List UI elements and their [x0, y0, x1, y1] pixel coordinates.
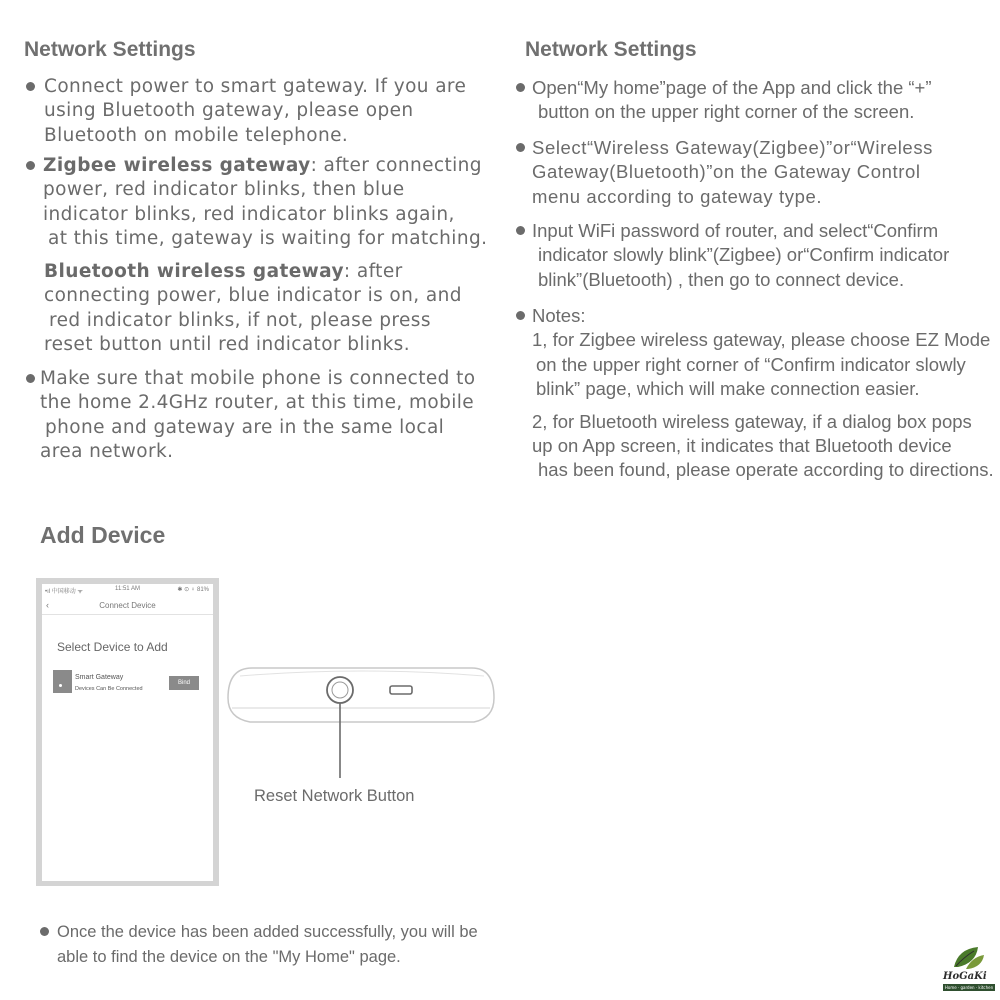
reset-button-icon	[327, 677, 353, 703]
back-icon[interactable]: ‹	[46, 600, 49, 610]
status-time: 11:51 AM	[115, 586, 140, 592]
add-device-note: Once the device has been added successfully, you will be able to find the device on the "My Home" page.	[57, 923, 478, 966]
bullet-icon	[26, 374, 35, 383]
status-battery: ✱ ⊙ ♀ 81%	[177, 587, 209, 593]
gateway-device-icon	[53, 670, 72, 693]
gateway-body	[228, 668, 494, 722]
bullet-icon	[516, 83, 525, 92]
bullet-icon	[40, 927, 49, 936]
right-bullet-3: Input WiFi password of router, and select“Confirm indicator slowly blink”(Zigbee) or“Confirm indicator blink”(Bluetooth) , then go to connect device.	[532, 220, 950, 290]
usb-port-icon	[390, 686, 412, 694]
device-name: Smart Gateway	[75, 674, 124, 681]
left-bullet-3: Make sure that mobile phone is connected to the home 2.4GHz router, at this time, mobile phone and gateway are in the same local area network.	[40, 368, 476, 463]
bullet-icon	[516, 226, 525, 235]
nav-bar	[42, 598, 213, 615]
leaf-icon	[948, 945, 988, 971]
phone-screen	[42, 584, 213, 881]
gateway-device-illustration	[222, 660, 502, 785]
left-heading: Network Settings	[24, 38, 196, 61]
left-bluetooth-paragraph: Bluetooth wireless gateway: after connecting power, blue indicator is on, and red indicator blinks, if not, please press reset button until red indicator blinks.	[44, 261, 462, 356]
phone-mockup	[36, 578, 219, 886]
brand-logo	[940, 945, 998, 995]
device-status: Devices Can Be Connected	[75, 686, 143, 692]
bullet-icon	[26, 161, 35, 170]
right-heading: Network Settings	[525, 38, 697, 61]
bullet-icon	[516, 143, 525, 152]
right-bullet-2: Select“Wireless Gateway(Zigbee)”or“Wireless Gateway(Bluetooth)”on the Gateway Control menu according to gateway type.	[532, 137, 934, 207]
bullet-icon	[516, 311, 525, 320]
bind-button[interactable]: Bind	[169, 676, 199, 690]
reset-network-label: Reset Network Button	[254, 787, 415, 805]
select-device-title: Select Device to Add	[57, 640, 168, 654]
right-bullet-1: Open“My home”page of the App and click the “+” button on the upper right corner of the screen.	[532, 77, 932, 123]
left-bullet-2: Zigbee wireless gateway: after connecting power, red indicator blinks, then blue indicator blinks, red indicator blinks again, at this time, gateway is waiting for matching.	[43, 155, 488, 250]
right-notes: Notes: 1, for Zigbee wireless gateway, please choose EZ Mode on the upper right corner of “Confirm indicator slowly blink” page, which will make connection easier. 2, for Bluetooth wireless gateway, if a dialog box pops up on App screen, it indicates that Bluetooth device has been found, please operate according to directions.	[532, 305, 994, 481]
logo-tagline: Home · garden · kitchen	[944, 985, 994, 990]
logo-name: HoGaKi	[943, 971, 987, 982]
status-carrier: •ıl 中国移动 ᯤ	[45, 589, 83, 595]
bullet-icon	[26, 82, 35, 91]
add-device-heading: Add Device	[40, 522, 166, 548]
left-bullet-1: Connect power to smart gateway. If you are using Bluetooth gateway, please open Bluetooth on mobile telephone.	[44, 76, 467, 146]
nav-title: Connect Device	[99, 601, 156, 610]
